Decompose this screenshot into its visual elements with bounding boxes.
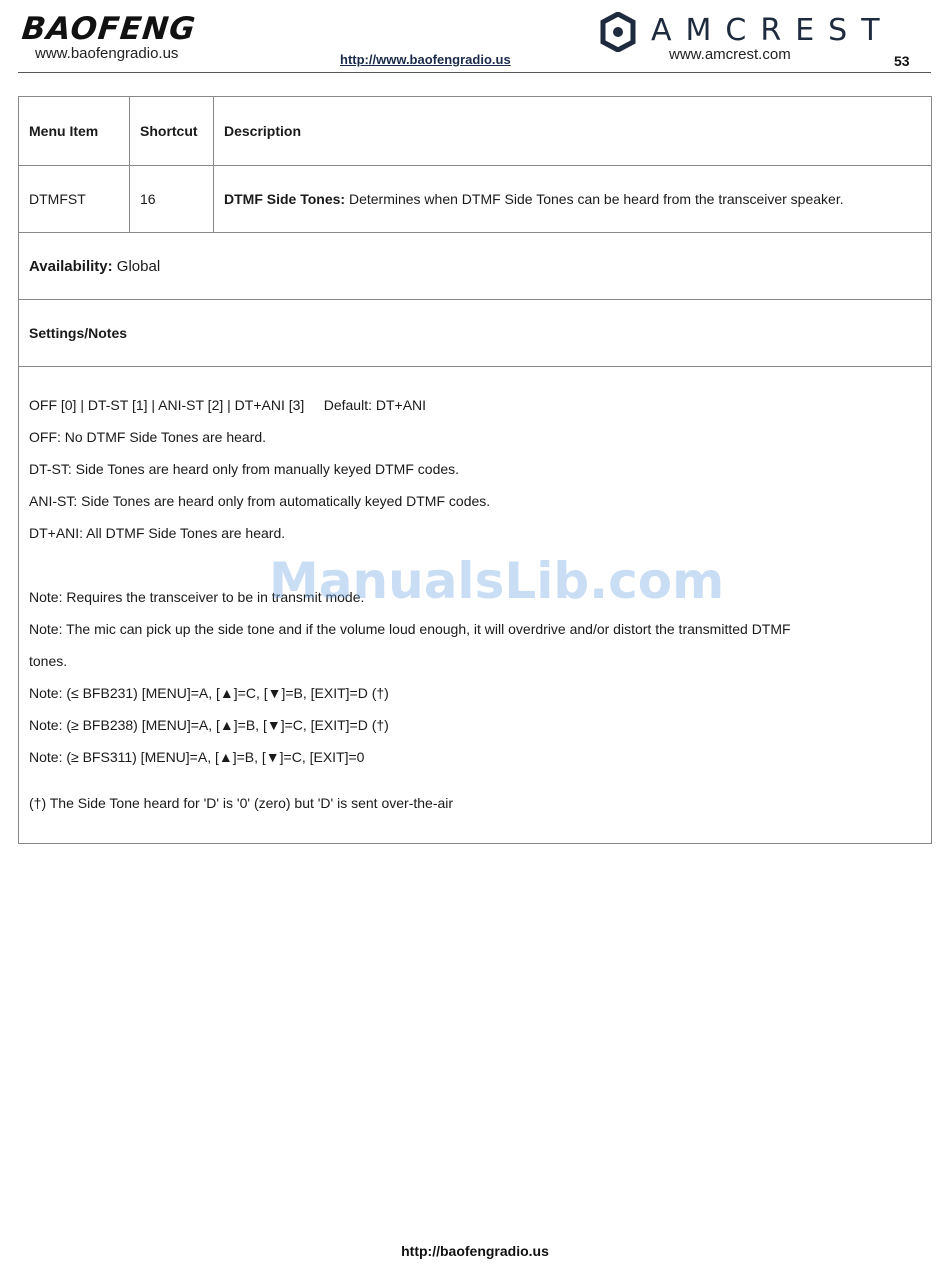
amcrest-logo-icon [600, 12, 636, 52]
amcrest-url: www.amcrest.com [669, 46, 791, 63]
page-footer [0, 1243, 950, 1259]
header-shortcut: Shortcut [130, 97, 214, 166]
availability-row [19, 233, 932, 300]
watermark: ManualsLib.com [269, 552, 725, 610]
options-line: OFF [0] | DT-ST [1] | ANI-ST [2] | DT+ANI [3] Default: DT+ANI [29, 397, 427, 413]
baofeng-url: www.baofengradio.us [35, 45, 179, 62]
settings-heading-row [19, 300, 932, 367]
table-row [19, 166, 932, 233]
settings-heading [19, 300, 932, 367]
footer-url[interactable]: http://baofengradio.us [401, 1243, 549, 1259]
note-mic-line-2: tones. [29, 653, 68, 669]
settings-notes-row [19, 367, 932, 844]
settings-heading-text: Settings/Notes [29, 325, 128, 341]
header-description: Description [214, 97, 932, 166]
page-number: 53 [894, 53, 910, 69]
note-transmit: Note: Requires the transceiver to be in transmit mode. [29, 589, 365, 605]
amcrest-logo: AMCREST [651, 13, 894, 48]
option-dt-st-note: DT-ST: Side Tones are heard only from manually keyed DTMF codes. [29, 461, 460, 477]
cell-description [214, 166, 932, 233]
cell-menu-item: DTMFST [19, 166, 130, 233]
description-text: Determines when DTMF Side Tones can be heard from the transceiver speaker. [345, 191, 844, 207]
spacer [29, 773, 931, 787]
note-bfb238: Note: (≥ BFB238) [MENU]=A, [▲]=B, [▼]=C, [EXIT]=D (†) [29, 717, 389, 733]
table-header-row [19, 97, 932, 166]
option-off-note: OFF: No DTMF Side Tones are heard. [29, 429, 267, 445]
option-dt-ani-note: DT+ANI: All DTMF Side Tones are heard. [29, 525, 286, 541]
page-header [0, 0, 950, 76]
availability-value: Global [112, 257, 161, 275]
menu-item-table [18, 96, 932, 844]
header-menu-item: Menu Item [19, 97, 130, 166]
cell-shortcut: 16 [130, 166, 214, 233]
note-bfb231: Note: (≤ BFB231) [MENU]=A, [▲]=C, [▼]=B, [EXIT]=D (†) [29, 685, 389, 701]
settings-notes-cell [19, 367, 932, 844]
header-divider [18, 72, 931, 73]
baofeng-logo: BAOFENG [20, 11, 198, 47]
baofeng-link[interactable]: http://www.baofengradio.us [340, 52, 511, 67]
footnote: (†) The Side Tone heard for 'D' is '0' (zero) but 'D' is sent over-the-air [29, 795, 454, 811]
option-ani-st-note: ANI-ST: Side Tones are heard only from automatically keyed DTMF codes. [29, 493, 491, 509]
availability-cell [19, 233, 932, 300]
description-term: DTMF Side Tones: [224, 191, 346, 207]
note-bfs311: Note: (≥ BFS311) [MENU]=A, [▲]=B, [▼]=C, [EXIT]=0 [29, 749, 365, 765]
spacer [29, 549, 931, 581]
note-mic-line-1: Note: The mic can pick up the side tone and if the volume loud enough, it will overdrive and/or distort the transmitted DTMF [29, 621, 791, 637]
availability-label: Availability: [29, 257, 113, 275]
